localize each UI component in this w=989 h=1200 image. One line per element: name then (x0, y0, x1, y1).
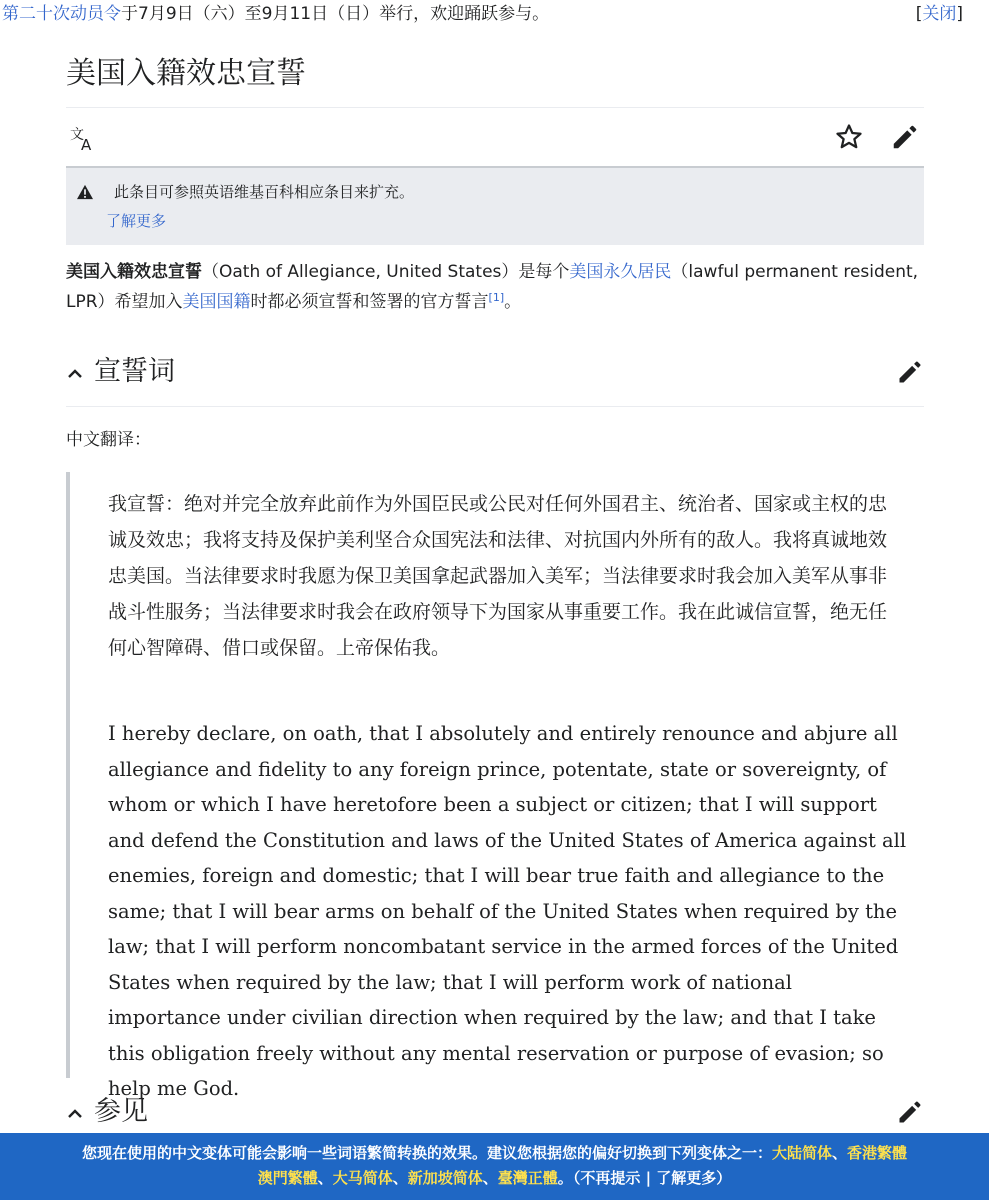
learn-more-link[interactable]: 了解更多 (106, 212, 167, 230)
page-title: 美国入籍效忠宣誓 (66, 56, 306, 91)
variant-link[interactable]: 澳門繁體 (257, 1169, 318, 1187)
lead-bold-term: 美国入籍效忠宣誓 (66, 262, 202, 282)
svg-text:A: A (81, 136, 92, 154)
translation-label: 中文翻译： (66, 430, 151, 450)
title-divider (66, 107, 924, 108)
mobilization-link[interactable]: 第二十次动员令 (2, 4, 121, 24)
variant-banner (0, 1133, 989, 1200)
site-notice (0, 0, 989, 28)
chevron-up-icon[interactable] (66, 364, 84, 382)
section-title-see-also: 参见 (94, 1096, 148, 1127)
site-notice-text: 于7月9日（六）至9月11日（日）举行，欢迎踊跃参与。 (121, 4, 550, 24)
close-button[interactable]: 关闭 (922, 4, 957, 24)
banner-learn-more-link[interactable]: 了解更多 (656, 1169, 717, 1187)
star-icon[interactable] (834, 122, 864, 152)
pencil-icon[interactable] (890, 122, 920, 152)
translate-icon[interactable] (68, 124, 98, 154)
banner-line-1: 您现在使用的中文变体可能会影响一些词语繁简转换的效果。建议您根据您的偏好切换到下列变体之一：大陆简体、香港繁體 (81, 1144, 908, 1162)
variant-link[interactable]: 大陆简体 (771, 1144, 832, 1162)
variant-link[interactable]: 大马简体 (332, 1169, 393, 1187)
permanent-resident-link[interactable]: 美国永久居民 (569, 262, 672, 282)
chevron-up-icon[interactable] (66, 1104, 84, 1122)
variant-link[interactable]: 臺灣正體 (497, 1169, 558, 1187)
variant-link[interactable]: 香港繁體 (847, 1144, 908, 1162)
us-nationality-link[interactable]: 美国国籍 (182, 292, 251, 312)
pencil-icon[interactable] (896, 358, 924, 386)
lead-paragraph: 美国入籍效忠宣誓（Oath of Allegiance, United States）是每个美国永久居民（lawful permanent resident, LPR）希望加入美国国籍时都必须宣誓和签署的官方誓言[1]。 (66, 262, 919, 312)
banner-line-2: 澳門繁體、大马简体、新加坡简体、臺灣正體。（不再提示 | 了解更多） (257, 1169, 732, 1187)
oath-blockquote (66, 472, 928, 1100)
notice-text: 此条目可参照英语维基百科相应条目来扩充。 (114, 183, 415, 201)
expand-notice-box (66, 168, 924, 245)
oath-chinese: 我宣誓：绝对并完全放弃此前作为外国臣民或公民对任何外国君主、统治者、国家或主权的忠诚及效忠；我将支持及保护美利坚合众国宪法和法律、对抗国内外所有的敌人。我将真诚地效忠美国。当法律要求时我愿为保卫美国拿起武器加入美军；当法律要求时我会加入美军从事非战斗性服务；当法律要求时我会在政府领导下为国家从事重要工作。我在此诚信宣誓，绝无任何心智障碍、借口或保留。上帝保佑我。 (108, 493, 888, 659)
section-divider (66, 406, 924, 407)
svg-text:文: 文 (70, 127, 84, 143)
warning-icon (76, 184, 94, 200)
site-notice-close: [关闭] (915, 4, 963, 24)
section-header-see-also[interactable] (66, 1092, 924, 1136)
pencil-icon[interactable] (896, 1098, 924, 1126)
section-header-oath[interactable] (66, 352, 924, 396)
variant-link[interactable]: 新加坡简体 (407, 1169, 483, 1187)
site-notice-message (2, 2, 549, 26)
banner-text: 您现在使用的中文变体可能会影响一些词语繁简转换的效果。建议您根据您的偏好切换到下列变体之一： (81, 1144, 772, 1162)
oath-english: I hereby declare, on oath, that I absolutely and entirely renounce and abjure all allegiance and fidelity to any foreign prince, potentate, state or sovereignty, of whom or which I have heretofore been a subject or citizen; that I will support and defend the Constitution and laws of the United States of America against all enemies, foreign and domestic; that I will bear true faith and allegiance to the same; that I will bear arms on behalf of the United States when required by the law; that I will perform noncombatant service in the armed forces of the United States when required by the law; that I will perform work of national importance under civilian direction when required by the law; and that I take this obligation freely without any mental reservation or purpose of evasion; so help me God. (108, 722, 907, 1100)
reference-link[interactable]: [1] (488, 291, 505, 304)
section-title-oath: 宣誓词 (94, 356, 175, 387)
dismiss-link[interactable]: 不再提示 (580, 1169, 641, 1187)
